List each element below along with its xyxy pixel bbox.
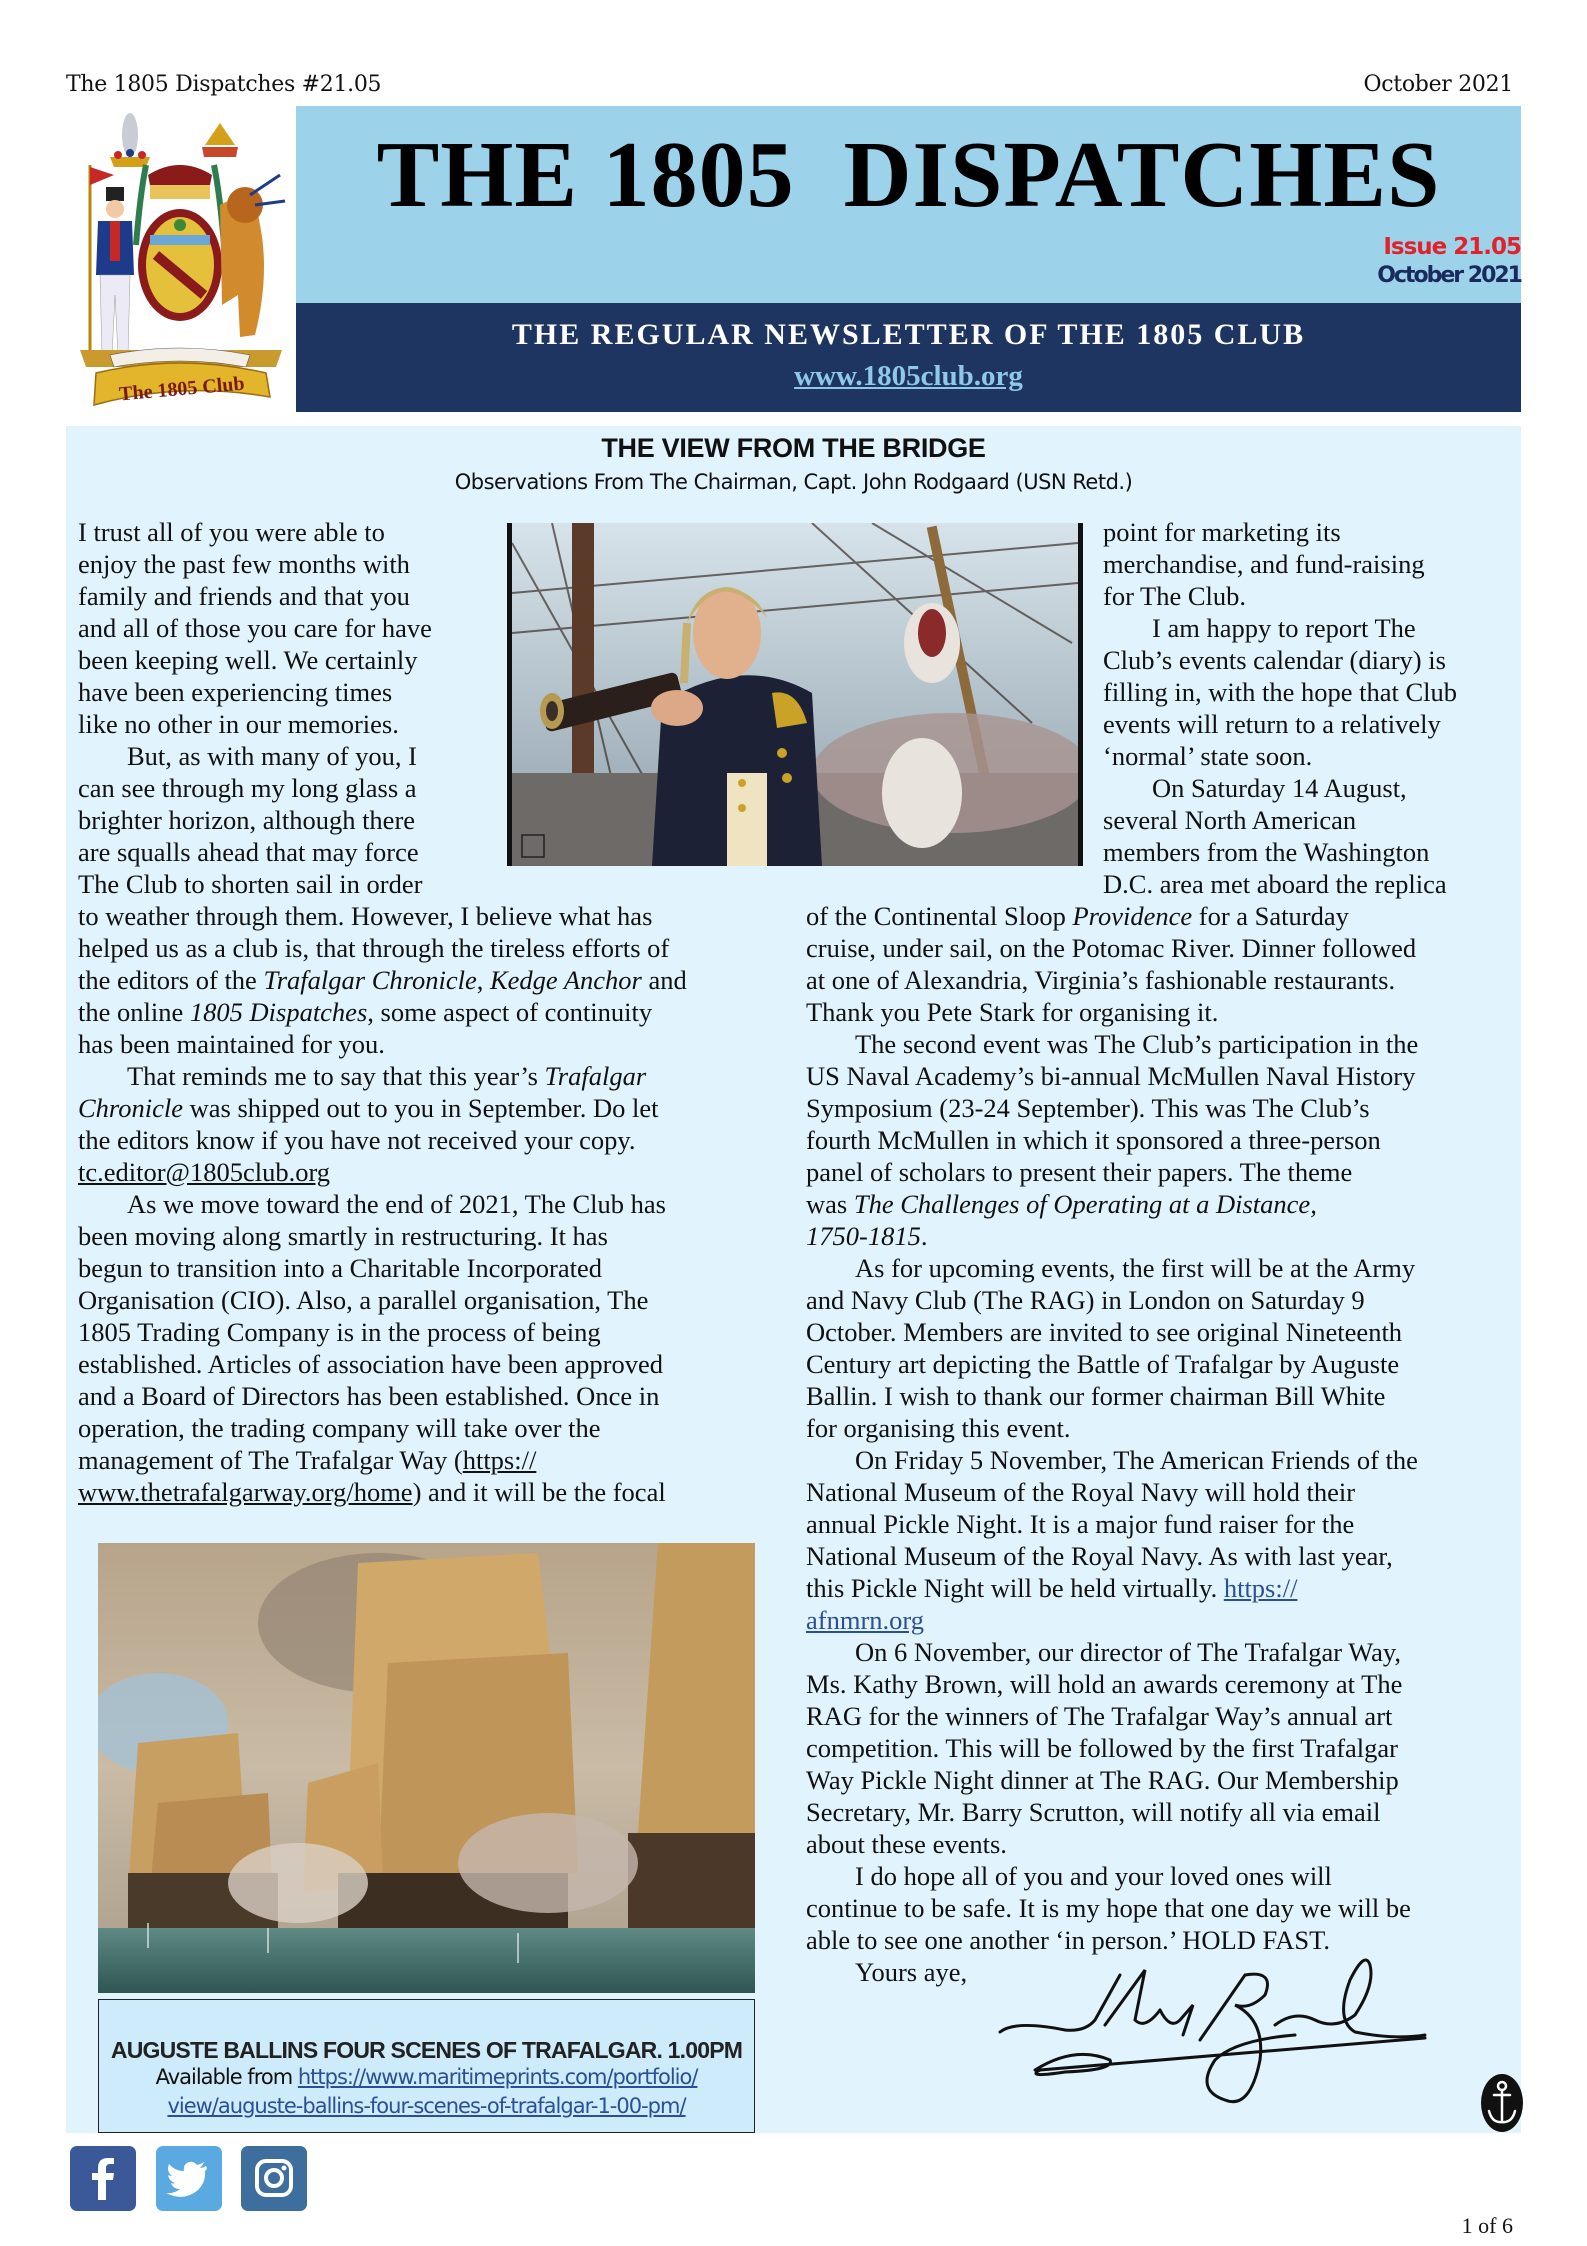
crest-banner-text: The 1805 Club (118, 372, 246, 406)
trafalgar-painting (98, 1543, 755, 1993)
club-crest-logo (70, 105, 292, 411)
symposium-theme: 1750-1815 (806, 1221, 921, 1251)
caption-line-2 (99, 2092, 754, 2120)
text-run: and (641, 965, 687, 995)
left-line: family and friends and that you (78, 581, 410, 611)
right-line: Way Pickle Night dinner at The RAG. Our Membership (806, 1765, 1399, 1795)
twitter-glyph (156, 2146, 222, 2211)
left-line: have been experiencing times (78, 677, 393, 707)
left-line: enjoy the past few months with (78, 549, 410, 579)
battle-painting-illustration (98, 1543, 755, 1993)
left-line: like no other in our memories. (78, 709, 399, 739)
captain-illustration (512, 523, 1078, 866)
caption-title: AUGUSTE BALLINS FOUR SCENES OF TRAFALGAR. 1.00PM (110, 2037, 743, 2063)
text-run: of the Continental Sloop (806, 901, 1073, 931)
left-line: But, as with many of you, I (127, 741, 417, 771)
right-line: Secretary, Mr. Barry Scrutton, will notify all via email (806, 1797, 1381, 1827)
right-line (806, 1604, 924, 1636)
right-line: panel of scholars to present their papers. The theme (806, 1157, 1353, 1187)
publication-title: Kedge Anchor (489, 965, 642, 995)
right-line: RAG for the winners of The Trafalgar Way’s annual art (806, 1701, 1393, 1731)
afnmrn-link[interactable]: https:// (1223, 1573, 1298, 1603)
right-line: US Naval Academy’s bi-annual McMullen Naval History (806, 1061, 1416, 1091)
right-line (806, 900, 1349, 932)
crest-icon (70, 105, 292, 411)
symposium-theme: The Challenges of Operating at a Distance, (853, 1189, 1317, 1219)
right-line: able to see one another ‘in person.’ HOLD FAST. (806, 1925, 1330, 1955)
anchor-badge (1480, 2073, 1524, 2133)
masthead-tagline: THE REGULAR NEWSLETTER OF THE 1805 CLUB (511, 318, 1306, 351)
caption-line-1 (99, 2063, 754, 2091)
afnmrn-link[interactable]: afnmrn.org (806, 1605, 924, 1635)
right-line: I am happy to report The (1152, 613, 1416, 643)
left-line: helped us as a club is, that through the tireless efforts of (78, 933, 670, 963)
instagram-glyph (241, 2146, 307, 2211)
right-line: On 6 November, our director of The Trafalgar Way, (855, 1637, 1402, 1667)
left-line: begun to transition into a Charitable Incorporated (78, 1253, 602, 1283)
right-line: point for marketing its (1103, 517, 1341, 547)
right-line: D.C. area met aboard the replica (1103, 869, 1447, 899)
right-line: fourth McMullen in which it sponsored a three-person (806, 1125, 1381, 1155)
right-line: On Saturday 14 August, (1152, 773, 1407, 803)
left-line: and a Board of Directors has been established. Once in (78, 1381, 660, 1411)
right-line: National Museum of the Royal Navy. As with last year, (806, 1541, 1393, 1571)
right-line: cruise, under sail, on the Potomac River. Dinner followed (806, 933, 1417, 963)
right-line: Symposium (23-24 September). This was The Club’s (806, 1093, 1370, 1123)
right-line: and Navy Club (The RAG) in London on Saturday 9 (806, 1285, 1365, 1315)
signature-icon (995, 1950, 1445, 2115)
right-line: Thank you Pete Stark for organising it. (806, 997, 1219, 1027)
left-line: As we move toward the end of 2021, The Club has (127, 1189, 666, 1219)
text-run: , (476, 965, 490, 995)
facebook-icon[interactable] (70, 2146, 136, 2211)
right-line: annual Pickle Night. It is a major fund raiser for the (806, 1509, 1355, 1539)
maritimeprints-link[interactable]: view/auguste-ballins-four-scenes-of-trafalgar-1-00-pm/ (167, 2093, 686, 2118)
publication-title: Chronicle (78, 1093, 184, 1123)
text-run: . (920, 1221, 928, 1251)
right-line: filling in, with the hope that Club (1103, 677, 1458, 707)
publication-title: Trafalgar (544, 1061, 647, 1091)
twitter-icon[interactable] (156, 2146, 222, 2211)
publication-title: Trafalgar Chronicle (263, 965, 477, 995)
instagram-icon[interactable] (241, 2146, 307, 2211)
ship-name: Providence (1072, 901, 1193, 931)
article-title: THE VIEW FROM THE BRIDGE (601, 433, 986, 463)
text-run: management of The Trafalgar Way ( (78, 1445, 463, 1475)
left-line: are squalls ahead that may force (78, 837, 419, 867)
left-line: can see through my long glass a (78, 773, 417, 803)
right-line: Club’s events calendar (diary) is (1103, 645, 1446, 675)
left-line: to weather through them. However, I believe what has (78, 901, 653, 931)
page-number: 1 of 6 (1461, 2213, 1513, 2238)
right-line: several North American (1103, 805, 1357, 835)
left-line (127, 1060, 646, 1092)
right-line: National Museum of the Royal Navy will hold their (806, 1477, 1356, 1507)
right-line: Century art depicting the Battle of Trafalgar by Auguste (806, 1349, 1400, 1379)
right-line: Yours aye, (855, 1957, 968, 1987)
left-line: been keeping well. We certainly (78, 645, 418, 675)
website-link[interactable]: www.1805club.org (794, 360, 1023, 392)
left-line (78, 964, 687, 996)
right-line: Ms. Kathy Brown, will hold an awards ceremony at The (806, 1669, 1403, 1699)
right-line: competition. This will be followed by the first Trafalgar (806, 1733, 1398, 1763)
text-run: for a Saturday (1192, 901, 1349, 931)
right-line: Ballin. I wish to thank our former chairman Bill White (806, 1381, 1386, 1411)
right-line: for The Club. (1103, 581, 1247, 611)
left-line: I trust all of you were able to (78, 517, 385, 547)
left-line (78, 1092, 659, 1124)
right-line (806, 1188, 1317, 1220)
editor-email-link[interactable]: tc.editor@1805club.org (78, 1157, 331, 1187)
left-line (78, 996, 652, 1028)
text-run: was (806, 1189, 854, 1219)
left-line: 1805 Trading Company is in the process of being (78, 1317, 601, 1347)
trafalgar-way-link[interactable]: https:// (462, 1445, 537, 1475)
right-line: about these events. (806, 1829, 1007, 1859)
text-run: the online (78, 997, 190, 1027)
captain-photo (507, 523, 1083, 866)
right-line: at one of Alexandria, Virginia’s fashionable restaurants. (806, 965, 1396, 995)
left-line: operation, the trading company will take over the (78, 1413, 601, 1443)
publication-title: 1805 Dispatches (189, 997, 368, 1027)
right-line: I do hope all of you and your loved ones will (855, 1861, 1332, 1891)
left-line (78, 1156, 330, 1188)
text-run: , some aspect of continuity (367, 997, 653, 1027)
text-run: the editors of the (78, 965, 264, 995)
issue-date: October 2021 (1377, 263, 1521, 288)
issue-number: Issue 21.05 (1383, 234, 1521, 260)
right-line: On Friday 5 November, The American Friends of the (855, 1445, 1418, 1475)
left-line: and all of those you care for have (78, 613, 432, 643)
left-line: brighter horizon, although there (78, 805, 416, 835)
facebook-glyph (70, 2146, 136, 2211)
text-run: That reminds me to say that this year’s (127, 1061, 545, 1091)
right-line: merchandise, and fund-raising (1103, 549, 1425, 579)
right-line: members from the Washington (1103, 837, 1430, 867)
website-link-wrap (296, 362, 1521, 391)
trafalgar-way-link[interactable]: www.thetrafalgarway.org/home (78, 1477, 413, 1507)
right-line: The second event was The Club’s participation in the (855, 1029, 1419, 1059)
right-line (806, 1220, 927, 1252)
left-line (78, 1444, 536, 1476)
right-line (806, 1572, 1297, 1604)
caption-available-from: Available from (155, 2065, 298, 2090)
running-header-left: The 1805 Dispatches #21.05 (66, 72, 382, 97)
left-line: The Club to shorten sail in order (78, 869, 423, 899)
right-line: ‘normal’ state soon. (1103, 741, 1313, 771)
left-line (78, 1476, 666, 1508)
anchor-icon (1480, 2073, 1524, 2133)
text-run: ) and it will be the focal (412, 1477, 666, 1507)
left-line: established. Articles of association have been approved (78, 1349, 664, 1379)
text-run: this Pickle Night will be held virtually. (806, 1573, 1224, 1603)
painting-caption (98, 1999, 755, 2133)
maritimeprints-link[interactable]: https://www.maritimeprints.com/portfolio/ (297, 2065, 698, 2090)
text-run: was shipped out to you in September. Do let (183, 1093, 659, 1123)
left-line: been moving along smartly in restructuring. It has (78, 1221, 608, 1251)
left-line: Organisation (CIO). Also, a parallel organisation, The (78, 1285, 649, 1315)
left-line: has been maintained for you. (78, 1029, 385, 1059)
right-line: events will return to a relatively (1103, 709, 1441, 739)
right-line: October. Members are invited to see original Nineteenth (806, 1317, 1403, 1347)
right-line: for organising this event. (806, 1413, 1071, 1443)
right-line: As for upcoming events, the first will be at the Army (855, 1253, 1416, 1283)
chairman-signature (995, 1950, 1445, 2115)
running-header-right: October 2021 (1363, 72, 1513, 97)
left-line: the editors know if you have not received your copy. (78, 1125, 636, 1155)
right-line: continue to be safe. It is my hope that one day we will be (806, 1893, 1411, 1923)
article-subtitle: Observations From The Chairman, Capt. John Rodgaard (USN Retd.) (454, 470, 1133, 494)
masthead-title: THE 1805 DISPATCHES (376, 123, 1441, 227)
